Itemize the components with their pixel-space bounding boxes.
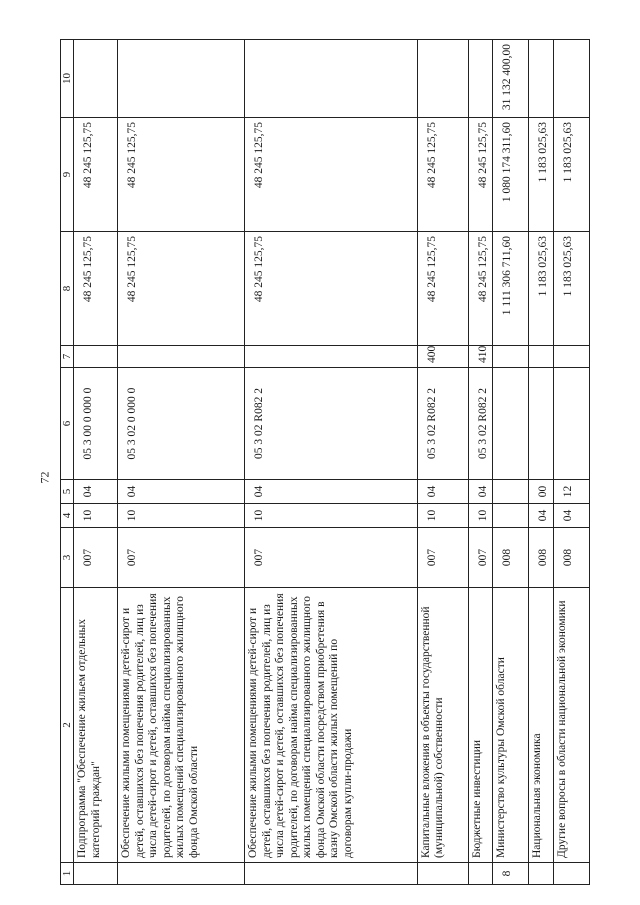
cell-amount-10 (529, 40, 554, 118)
cell-name: Обеспечение жилыми помещениями детей-сирот и детей, оставшихся без попечения родителей, лиц из числа детей-сирот и детей, оставшихся без попечения родителей, по договорам найма специализированных жилых помещений специализированного жилищного фонда Омской области посредством приобретения в казну Омской области жилых помещений по договорам купли-продажи (245, 588, 417, 863)
cell-admin-code: 007 (118, 528, 245, 588)
cell-admin-code: 007 (245, 528, 417, 588)
column-header: 8 (61, 232, 74, 346)
cell-number: 8 (493, 863, 529, 885)
cell-expense-type: 400 (417, 346, 468, 368)
table-row (553, 40, 589, 885)
cell-total: 48 245 125,75 (74, 232, 118, 346)
cell-amount-9: 48 245 125,75 (118, 118, 245, 232)
cell-number (118, 863, 245, 885)
cell-section: 04 (553, 504, 589, 528)
cell-name: Обеспечение жилыми помещениями детей-сирот и детей, оставшихся без попечения родителей, лиц из числа детей-сирот и детей, оставшихся без попечения родителей, по договорам найма специализированных жилых помещений специализированного жилищного фонда Омской области (118, 588, 245, 863)
cell-amount-10: 31 132 400,00 (493, 40, 529, 118)
cell-section: 10 (468, 504, 493, 528)
cell-section: 10 (417, 504, 468, 528)
cell-name: Национальная экономика (529, 588, 554, 863)
cell-amount-10 (553, 40, 589, 118)
cell-subsection (493, 480, 529, 504)
column-header: 2 (61, 588, 74, 863)
table-row (74, 40, 118, 885)
cell-name: Подпрограмма "Обеспечение жильем отдельных категорий граждан" (74, 588, 118, 863)
cell-amount-10 (118, 40, 245, 118)
column-header: 10 (61, 40, 74, 118)
page-number: 72 (37, 471, 52, 484)
cell-number (417, 863, 468, 885)
cell-target-article (529, 368, 554, 480)
cell-subsection: 00 (529, 480, 554, 504)
cell-subsection: 04 (118, 480, 245, 504)
cell-target-article: 05 3 02 R082 2 (417, 368, 468, 480)
cell-number (74, 863, 118, 885)
cell-total: 1 183 025,63 (529, 232, 554, 346)
cell-subsection: 04 (468, 480, 493, 504)
cell-target-article: 05 3 02 0 000 0 (118, 368, 245, 480)
cell-amount-10 (417, 40, 468, 118)
cell-subsection: 04 (417, 480, 468, 504)
column-header: 3 (61, 528, 74, 588)
cell-section: 10 (118, 504, 245, 528)
cell-subsection: 12 (553, 480, 589, 504)
cell-expense-type (529, 346, 554, 368)
cell-admin-code: 007 (417, 528, 468, 588)
cell-subsection: 04 (74, 480, 118, 504)
cell-admin-code: 008 (493, 528, 529, 588)
table-row (468, 40, 493, 885)
budget-table-sheet (60, 40, 590, 885)
cell-section: 04 (529, 504, 554, 528)
cell-amount-9: 1 183 025,63 (529, 118, 554, 232)
cell-admin-code: 007 (468, 528, 493, 588)
cell-name: Другие вопросы в области национальной экономики (553, 588, 589, 863)
column-header: 1 (61, 863, 74, 885)
cell-target-article (493, 368, 529, 480)
cell-name: Министерство культуры Омской области (493, 588, 529, 863)
cell-number (468, 863, 493, 885)
table-row (245, 40, 417, 885)
cell-section (493, 504, 529, 528)
cell-expense-type: 410 (468, 346, 493, 368)
cell-expense-type (245, 346, 417, 368)
cell-total: 48 245 125,75 (118, 232, 245, 346)
cell-amount-9: 48 245 125,75 (74, 118, 118, 232)
cell-admin-code: 008 (529, 528, 554, 588)
cell-expense-type (493, 346, 529, 368)
cell-amount-9: 48 245 125,75 (468, 118, 493, 232)
cell-total: 48 245 125,75 (245, 232, 417, 346)
cell-amount-9: 48 245 125,75 (417, 118, 468, 232)
cell-amount-9: 1 183 025,63 (553, 118, 589, 232)
cell-target-article (553, 368, 589, 480)
cell-amount-10 (245, 40, 417, 118)
cell-expense-type (74, 346, 118, 368)
cell-amount-9: 48 245 125,75 (245, 118, 417, 232)
table-row (417, 40, 468, 885)
cell-name: Бюджетные инвестиции (468, 588, 493, 863)
cell-target-article: 05 3 00 0 000 0 (74, 368, 118, 480)
cell-section: 10 (245, 504, 417, 528)
cell-amount-10 (74, 40, 118, 118)
cell-total: 48 245 125,75 (468, 232, 493, 346)
table-row (493, 40, 529, 885)
cell-expense-type (118, 346, 245, 368)
cell-amount-10 (468, 40, 493, 118)
cell-target-article: 05 3 02 R082 2 (468, 368, 493, 480)
cell-admin-code: 007 (74, 528, 118, 588)
cell-name: Капитальные вложения в объекты государственной (муниципальной) собственности (417, 588, 468, 863)
table-row (118, 40, 245, 885)
table-header-row (61, 40, 74, 885)
budget-table (60, 39, 590, 885)
cell-total: 1 183 025,63 (553, 232, 589, 346)
cell-total: 48 245 125,75 (417, 232, 468, 346)
cell-section: 10 (74, 504, 118, 528)
table-row (529, 40, 554, 885)
cell-total: 1 111 306 711,60 (493, 232, 529, 346)
column-header: 6 (61, 368, 74, 480)
cell-number (553, 863, 589, 885)
cell-number (245, 863, 417, 885)
cell-subsection: 04 (245, 480, 417, 504)
column-header: 9 (61, 118, 74, 232)
column-header: 5 (61, 480, 74, 504)
cell-number (529, 863, 554, 885)
cell-amount-9: 1 080 174 311,60 (493, 118, 529, 232)
cell-expense-type (553, 346, 589, 368)
cell-admin-code: 008 (553, 528, 589, 588)
column-header: 4 (61, 504, 74, 528)
column-header: 7 (61, 346, 74, 368)
cell-target-article: 05 3 02 R082 2 (245, 368, 417, 480)
